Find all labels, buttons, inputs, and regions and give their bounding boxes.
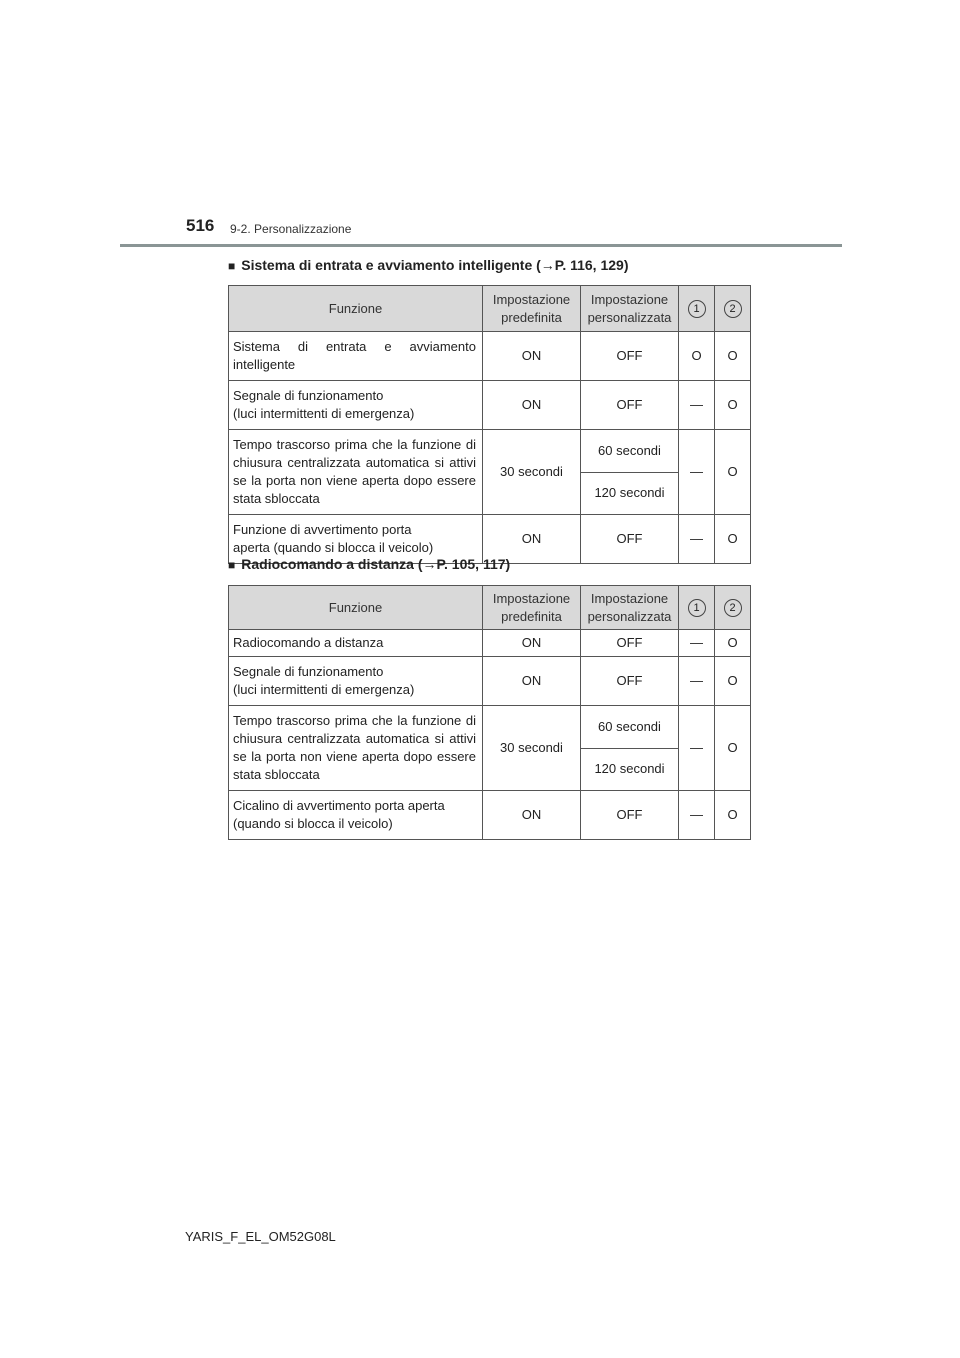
default-cell: ON [483,791,581,840]
footer-code: YARIS_F_EL_OM52G08L [185,1229,336,1244]
c1-cell: — [679,515,715,564]
function-cell: Sistema di entrata e avviamento intelligente [229,332,483,381]
table-header-row [229,586,751,630]
default-cell: ON [483,515,581,564]
section1-title: Sistema di entrata e avviamento intelligente (→P. 116, 129) [241,257,629,273]
c1-cell: — [679,791,715,840]
table-row [229,332,751,381]
col-header-funzione: Funzione [229,586,483,630]
col-header-2 [715,286,751,332]
c2-cell: O [715,791,751,840]
square-bullet-icon: ■ [228,558,236,572]
default-cell: 30 secondi [483,430,581,515]
c2-cell: O [715,332,751,381]
section1-table [228,285,751,564]
c2-cell: O [715,630,751,657]
col-header-1 [679,286,715,332]
col-header-2 [715,586,751,630]
page-number: 516 [186,216,215,235]
custom-cell: 120 secondi [581,472,679,515]
circled-1-icon: 1 [688,300,706,318]
default-cell: ON [483,332,581,381]
custom-cell: OFF [581,515,679,564]
function-cell: Segnale di funzionamento (luci intermittenti di emergenza) [229,381,483,430]
col-header-custom: Impostazione personalizzata [581,586,679,630]
function-cell: Tempo trascorso prima che la funzione di chiusura centralizzata automatica si attivi se la porta non viene aperta dopo essere stata sbloccata [229,706,483,791]
table-row [229,706,751,749]
col-header-default: Impostazione predefinita [483,586,581,630]
c1-cell: — [679,430,715,515]
table-row [229,657,751,706]
function-cell: Tempo trascorso prima che la funzione di chiusura centralizzata automatica si attivi se la porta non viene aperta dopo essere stata sbloccata [229,430,483,515]
custom-cell: 120 secondi [581,748,679,791]
circled-1-icon: 1 [688,599,706,617]
section-header: 9-2. Personalizzazione [230,222,352,236]
section1-heading [228,257,629,273]
col-header-default: Impostazione predefinita [483,286,581,332]
col-header-custom: Impostazione personalizzata [581,286,679,332]
custom-cell: OFF [581,381,679,430]
section2-title: Radiocomando a distanza (→P. 105, 117) [241,556,511,572]
function-cell: Cicalino di avvertimento porta aperta (quando si blocca il veicolo) [229,791,483,840]
custom-cell: 60 secondi [581,430,679,473]
section2-table [228,585,751,840]
table-row [229,430,751,473]
col-header-1 [679,586,715,630]
c2-cell: O [715,515,751,564]
function-cell: Radiocomando a distanza [229,630,483,657]
c2-cell: O [715,706,751,791]
table-row [229,630,751,657]
header-rule [120,244,842,247]
c1-cell: — [679,381,715,430]
function-cell: Segnale di funzionamento (luci intermittenti di emergenza) [229,657,483,706]
custom-cell: OFF [581,332,679,381]
custom-cell: 60 secondi [581,706,679,749]
table-header-row [229,286,751,332]
default-cell: ON [483,657,581,706]
circled-2-icon: 2 [724,599,742,617]
c1-cell: — [679,630,715,657]
c2-cell: O [715,381,751,430]
c2-cell: O [715,657,751,706]
table-row [229,381,751,430]
default-cell: ON [483,630,581,657]
custom-cell: OFF [581,630,679,657]
default-cell: 30 secondi [483,706,581,791]
square-bullet-icon: ■ [228,259,236,273]
table-row [229,791,751,840]
c1-cell: — [679,706,715,791]
section2-heading [228,556,510,572]
c1-cell: — [679,657,715,706]
custom-cell: OFF [581,791,679,840]
col-header-funzione: Funzione [229,286,483,332]
custom-cell: OFF [581,657,679,706]
c2-cell: O [715,430,751,515]
circled-2-icon: 2 [724,300,742,318]
c1-cell: O [679,332,715,381]
function-cell: Funzione di avvertimento porta aperta (quando si blocca il veicolo) [229,515,483,564]
default-cell: ON [483,381,581,430]
